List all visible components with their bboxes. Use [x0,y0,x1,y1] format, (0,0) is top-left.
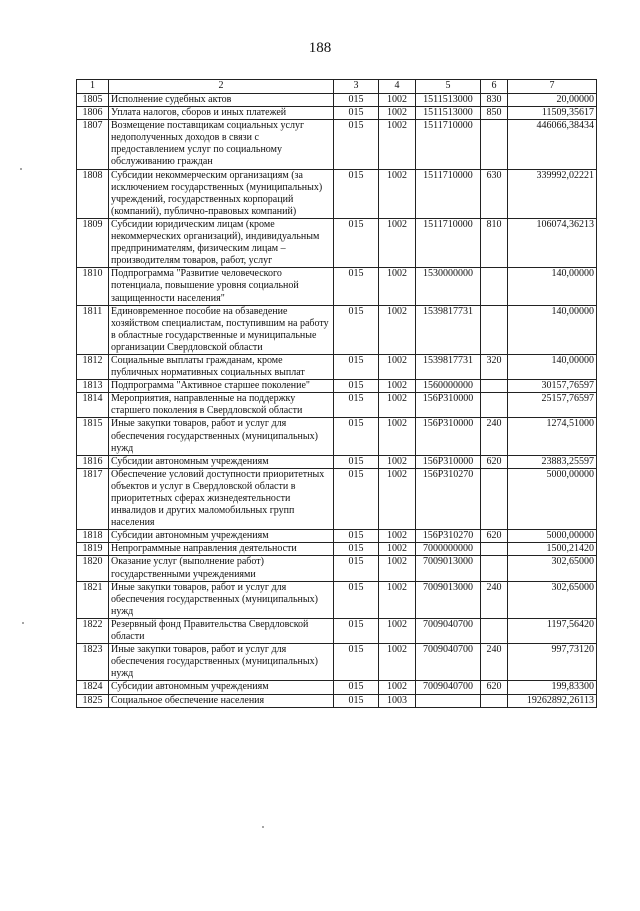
expense-type-code: 850 [481,107,508,120]
column-header: 1 [77,80,109,94]
column-header: 3 [334,80,379,94]
item-name: Обеспечение условий доступности приоритетных объектов и услуг в Свердловской области в приоритетных сферах жизнедеятельности инвалидов и других маломобильных групп населения [109,468,334,529]
target-code [416,694,481,707]
item-name: Оказание услуг (выполнение работ) государственными учреждениями [109,556,334,581]
column-header: 4 [379,80,416,94]
dept-code: 015 [334,530,379,543]
amount: 140,00000 [508,305,597,354]
table-row [77,305,597,354]
item-name: Возмещение поставщикам социальных услуг недополученных доходов в связи с предоставлением услуг по социальному обслуживанию граждан [109,120,334,169]
table-row [77,120,597,169]
table-row [77,393,597,418]
target-code: 7009013000 [416,581,481,618]
section-code: 1002 [379,107,416,120]
section-code: 1002 [379,530,416,543]
expense-type-code: 630 [481,169,508,218]
table-body [77,94,597,708]
item-name: Субсидии автономным учреждениям [109,681,334,694]
item-name: Уплата налогов, сборов и иных платежей [109,107,334,120]
amount: 140,00000 [508,354,597,379]
dept-code: 015 [334,169,379,218]
item-name: Субсидии юридическим лицам (кроме некоммерческих организаций), индивидуальным предпринимателям, физическим лицам – производителям товаров, работ, услуг [109,218,334,267]
table-row [77,107,597,120]
row-number: 1822 [77,618,109,643]
expense-type-code: 620 [481,455,508,468]
expense-type-code [481,393,508,418]
expense-type-code: 320 [481,354,508,379]
amount: 140,00000 [508,268,597,305]
page-number: 188 [308,40,332,56]
section-code: 1002 [379,418,416,455]
header-row [77,80,597,94]
dept-code: 015 [334,218,379,267]
section-code: 1002 [379,455,416,468]
dept-code: 015 [334,94,379,107]
dept-code: 015 [334,120,379,169]
section-code: 1002 [379,380,416,393]
row-number: 1809 [77,218,109,267]
table-row [77,543,597,556]
expense-type-code [481,268,508,305]
scan-speck [20,168,22,170]
target-code: 156P310270 [416,530,481,543]
amount: 302,65000 [508,556,597,581]
section-code: 1002 [379,618,416,643]
amount: 19262892,26113 [508,694,597,707]
amount: 1500,21420 [508,543,597,556]
target-code: 1511513000 [416,107,481,120]
row-number: 1814 [77,393,109,418]
row-number: 1823 [77,644,109,681]
table-row [77,468,597,529]
dept-code: 015 [334,681,379,694]
section-code: 1002 [379,305,416,354]
section-code: 1002 [379,354,416,379]
row-number: 1813 [77,380,109,393]
target-code: 1539817731 [416,354,481,379]
expense-type-code [481,694,508,707]
expense-type-code: 240 [481,581,508,618]
dept-code: 015 [334,581,379,618]
item-name: Субсидии некоммерческим организациям (за исключением государственных (муниципальных) учреждений, государственных корпораций (компаний), публично-правовых компаний) [109,169,334,218]
row-number: 1808 [77,169,109,218]
row-number: 1825 [77,694,109,707]
target-code: 7009040700 [416,681,481,694]
section-code: 1002 [379,268,416,305]
item-name: Подпрограмма "Развитие человеческого потенциала, повышение уровня социальной защищенности населения" [109,268,334,305]
row-number: 1824 [77,681,109,694]
row-number: 1819 [77,543,109,556]
table-row [77,354,597,379]
row-number: 1815 [77,418,109,455]
row-number: 1818 [77,530,109,543]
section-code: 1003 [379,694,416,707]
target-code: 1560000000 [416,380,481,393]
section-code: 1002 [379,94,416,107]
amount: 1274,51000 [508,418,597,455]
amount: 5000,00000 [508,530,597,543]
row-number: 1807 [77,120,109,169]
item-name: Подпрограмма "Активное старшее поколение" [109,380,334,393]
item-name: Мероприятия, направленные на поддержку старшего поколения в Свердловской области [109,393,334,418]
expense-type-code [481,120,508,169]
column-header: 5 [416,80,481,94]
table-row [77,681,597,694]
target-code: 7009040700 [416,618,481,643]
target-code: 156P310000 [416,393,481,418]
amount: 339992,02221 [508,169,597,218]
expense-type-code [481,380,508,393]
target-code: 156P310000 [416,455,481,468]
table-row [77,169,597,218]
dept-code: 015 [334,393,379,418]
dept-code: 015 [334,107,379,120]
table-row [77,694,597,707]
section-code: 1002 [379,218,416,267]
section-code: 1002 [379,169,416,218]
amount: 106074,36213 [508,218,597,267]
dept-code: 015 [334,618,379,643]
section-code: 1002 [379,120,416,169]
amount: 5000,00000 [508,468,597,529]
amount: 199,83300 [508,681,597,694]
section-code: 1002 [379,468,416,529]
dept-code: 015 [334,694,379,707]
scan-speck [22,622,24,624]
table-row [77,268,597,305]
target-code: 1511710000 [416,169,481,218]
expense-type-code: 240 [481,418,508,455]
table-row [77,218,597,267]
item-name: Единовременное пособие на обзаведение хозяйством специалистам, поступившим на работу в областные государственные и муниципальные организации Свердловской области [109,305,334,354]
target-code: 7000000000 [416,543,481,556]
dept-code: 015 [334,354,379,379]
item-name: Субсидии автономным учреждениям [109,530,334,543]
expense-type-code [481,556,508,581]
item-name: Исполнение судебных актов [109,94,334,107]
target-code: 1511710000 [416,218,481,267]
expense-type-code [481,305,508,354]
section-code: 1002 [379,393,416,418]
target-code: 7009040700 [416,644,481,681]
dept-code: 015 [334,644,379,681]
item-name: Иные закупки товаров, работ и услуг для обеспечения государственных (муниципальных) нужд [109,418,334,455]
amount: 25157,76597 [508,393,597,418]
amount: 997,73120 [508,644,597,681]
dept-code: 015 [334,543,379,556]
section-code: 1002 [379,581,416,618]
dept-code: 015 [334,268,379,305]
row-number: 1806 [77,107,109,120]
scan-speck [262,826,264,828]
target-code: 1511710000 [416,120,481,169]
target-code: 7009013000 [416,556,481,581]
amount: 11509,35617 [508,107,597,120]
table-row [77,380,597,393]
row-number: 1816 [77,455,109,468]
target-code: 156P310270 [416,468,481,529]
dept-code: 015 [334,468,379,529]
row-number: 1812 [77,354,109,379]
column-header: 7 [508,80,597,94]
item-name: Непрограммные направления деятельности [109,543,334,556]
dept-code: 015 [334,418,379,455]
item-name: Иные закупки товаров, работ и услуг для обеспечения государственных (муниципальных) нужд [109,581,334,618]
column-header: 2 [109,80,334,94]
table-row [77,455,597,468]
section-code: 1002 [379,543,416,556]
table-row [77,418,597,455]
table-row [77,644,597,681]
table-row [77,530,597,543]
amount: 302,65000 [508,581,597,618]
table-row [77,94,597,107]
dept-code: 015 [334,380,379,393]
item-name: Субсидии автономным учреждениям [109,455,334,468]
expense-type-code: 810 [481,218,508,267]
table-row [77,556,597,581]
row-number: 1817 [77,468,109,529]
table-row [77,581,597,618]
amount: 20,00000 [508,94,597,107]
target-code: 1511513000 [416,94,481,107]
item-name: Социальное обеспечение населения [109,694,334,707]
row-number: 1821 [77,581,109,618]
amount: 30157,76597 [508,380,597,393]
amount: 446066,38434 [508,120,597,169]
expense-type-code [481,468,508,529]
row-number: 1811 [77,305,109,354]
expense-type-code [481,618,508,643]
table-row [77,618,597,643]
section-code: 1002 [379,556,416,581]
row-number: 1805 [77,94,109,107]
section-code: 1002 [379,644,416,681]
dept-code: 015 [334,455,379,468]
column-header: 6 [481,80,508,94]
section-code: 1002 [379,681,416,694]
row-number: 1820 [77,556,109,581]
row-number: 1810 [77,268,109,305]
expense-type-code [481,543,508,556]
budget-table [76,79,597,708]
expense-type-code: 620 [481,681,508,694]
expense-type-code: 620 [481,530,508,543]
item-name: Иные закупки товаров, работ и услуг для обеспечения государственных (муниципальных) нужд [109,644,334,681]
target-code: 156P310000 [416,418,481,455]
amount: 1197,56420 [508,618,597,643]
expense-type-code: 830 [481,94,508,107]
item-name: Социальные выплаты гражданам, кроме публичных нормативных социальных выплат [109,354,334,379]
target-code: 1539817731 [416,305,481,354]
item-name: Резервный фонд Правительства Свердловской области [109,618,334,643]
expense-type-code: 240 [481,644,508,681]
dept-code: 015 [334,305,379,354]
target-code: 1530000000 [416,268,481,305]
dept-code: 015 [334,556,379,581]
amount: 23883,25597 [508,455,597,468]
